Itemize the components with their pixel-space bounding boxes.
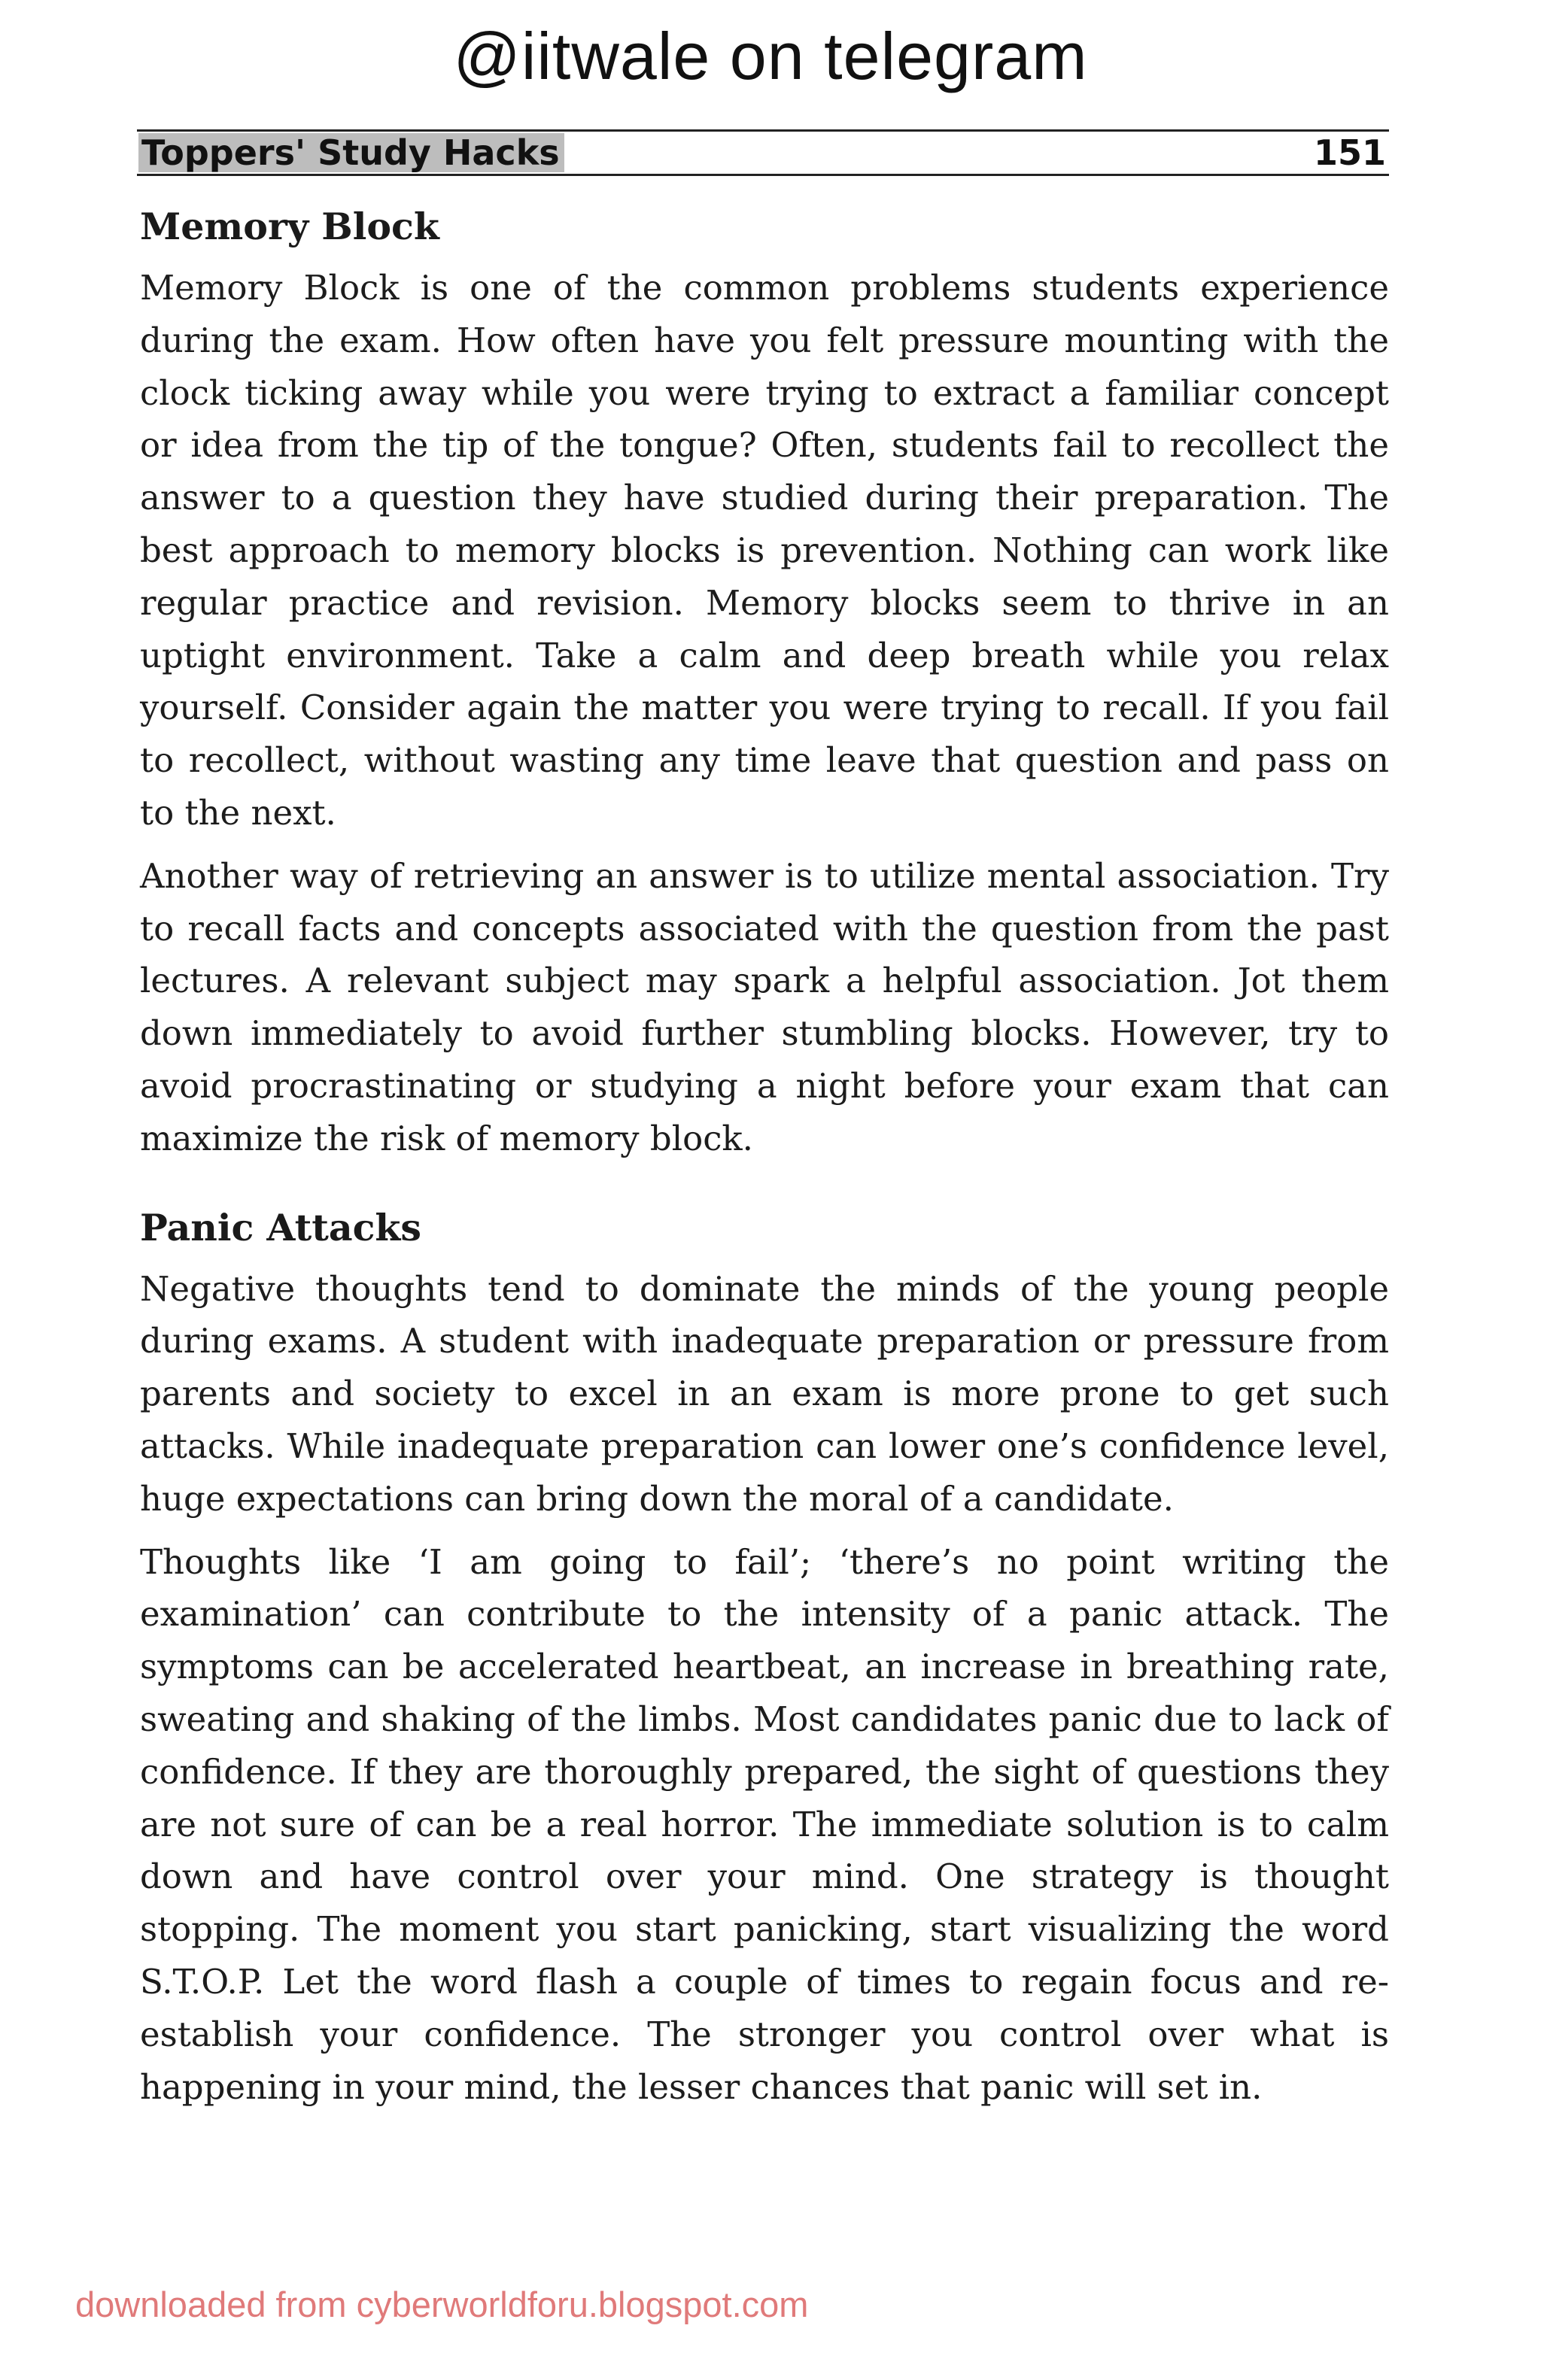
running-header: [137, 129, 1389, 176]
paragraph: Another way of retrieving an answer is to utilize mental association. Try to recall facts and concepts associated with the question from the past lectures. A relevant subject may spark a helpful association. Jot them down immediately to avoid further stumbling blocks. However, try to avoid procrastinating or studying a night before your exam that can maximize the risk of memory block.: [140, 855, 1389, 1158]
section-spacer: [140, 1176, 1389, 1201]
section-panic-attacks: [140, 1201, 1389, 2114]
paragraph: Memory Block is one of the common problems students experience during the exam. How often have you felt pressure mounting with the clock ticking away while you were trying to extract a familiar concept or idea from the tip of the tongue? Often, students fail to recollect the answer to a question they have studied during their preparation. The best approach to memory blocks is prevention. Nothing can work like regular practice and revision. Memory blocks seem to thrive in an uptight environment. Take a calm and deep breath while you relax yourself. Consider again the matter you were trying to recall. If you fail to recollect, without wasting any time leave that question and pass on to the next.: [140, 268, 1389, 833]
section-memory-block: [140, 200, 1389, 1165]
telegram-watermark: @iitwale on telegram: [453, 19, 1088, 93]
download-source-watermark: downloaded from cyberworldforu.blogspot.com: [75, 2284, 809, 2324]
page-number: 151: [1313, 132, 1386, 173]
book-title: Toppers' Study Hacks: [138, 133, 564, 172]
page-body: [140, 200, 1389, 2123]
section-heading: Panic Attacks: [140, 1205, 421, 1249]
paragraph: Thoughts like ‘I am going to fail’; ‘there’s no point writing the examination’ can contribute to the intensity of a panic attack. The symptoms can be accelerated heartbeat, an increase in breathing rate, sweating and shaking of the limbs. Most candidates panic due to lack of confidence. If they are thoroughly prepared, the sight of questions they are not sure of can be a real horror. The immediate solution is to calm down and have control over your mind. One strategy is thought stopping. The moment you start panicking, start visualizing the word S.T.O.P. Let the word flash a couple of times to regain focus and re-establish your confidence. The stronger you control over what is happening in your mind, the lesser chances that panic will set in.: [140, 1541, 1389, 2107]
paragraph: Negative thoughts tend to dominate the minds of the young people during exams. A student with inadequate preparation or pressure from parents and society to excel in an exam is more prone to get such attacks. While inadequate preparation can lower one’s confidence level, huge expectations can bring down the moral of a candidate.: [140, 1268, 1389, 1519]
section-heading: Memory Block: [140, 205, 439, 248]
